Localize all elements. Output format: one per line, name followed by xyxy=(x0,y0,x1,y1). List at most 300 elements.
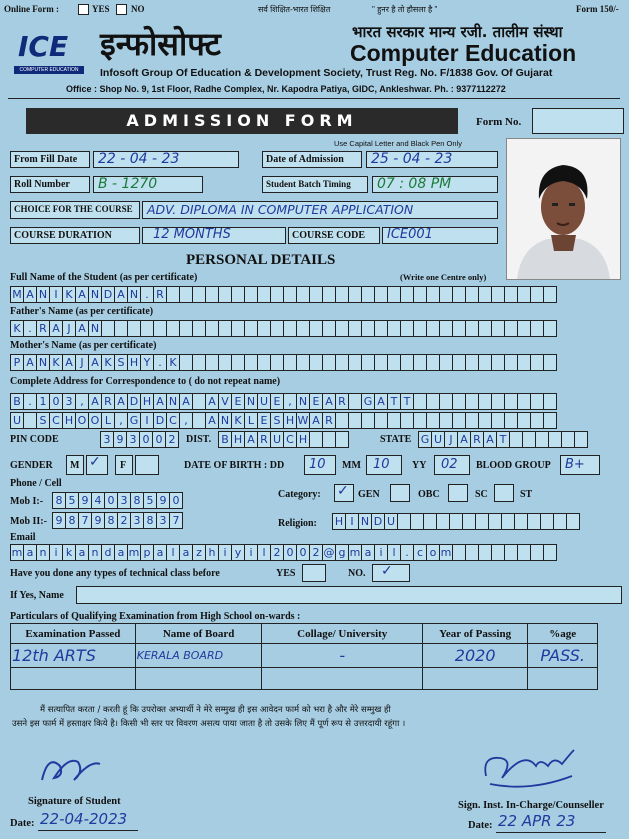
mob1-grid[interactable] xyxy=(52,492,182,509)
char-cell xyxy=(561,431,575,448)
char-cell: 9 xyxy=(78,492,92,509)
char-cell xyxy=(244,354,258,371)
centre-note: (Write one Centre only) xyxy=(400,272,487,282)
char-cell: 7 xyxy=(169,512,183,529)
char-cell xyxy=(504,412,518,429)
society-line: Infosoft Group Of Education & Development Society, Trust Reg. No. F/1838 Gov. Of Gujarat xyxy=(100,67,553,79)
char-cell: U xyxy=(384,513,398,530)
father-name-label: Father's Name (as per certificate) xyxy=(10,306,154,317)
char-cell xyxy=(527,513,541,530)
col-university: Collage/ University xyxy=(262,624,423,644)
char-cell: y xyxy=(231,544,245,561)
batch-timing-value: 07 : 08 PM xyxy=(377,176,452,192)
char-cell xyxy=(309,431,323,448)
char-cell xyxy=(322,431,336,448)
roll-number-field[interactable] xyxy=(93,176,203,193)
counsellor-signature xyxy=(480,746,580,794)
char-cell: 2 xyxy=(270,544,284,561)
row-percentage[interactable]: PASS. xyxy=(528,644,598,668)
char-cell: N xyxy=(244,393,258,410)
dob-mm-field[interactable] xyxy=(366,455,402,475)
char-cell: Y xyxy=(140,354,154,371)
char-cell: U xyxy=(10,412,24,429)
blood-group-field[interactable] xyxy=(560,455,600,475)
char-cell: I xyxy=(345,513,359,530)
char-cell: A xyxy=(374,393,388,410)
char-cell: A xyxy=(244,431,258,448)
char-cell: A xyxy=(114,393,128,410)
office-address: Office : Shop No. 9, 1st Floor, Radhe Complex, Nr. Kapodra Patiya, GIDC, Ankleshwar. Ph. : 9377112272 xyxy=(66,84,506,94)
char-cell xyxy=(475,513,489,530)
email-grid[interactable] xyxy=(10,544,556,561)
from-fill-date-label: From Fill Date xyxy=(14,154,78,165)
gender-f-box xyxy=(115,455,133,475)
char-cell xyxy=(548,431,562,448)
char-cell xyxy=(543,286,557,303)
char-cell: i xyxy=(244,544,258,561)
char-cell xyxy=(517,544,531,561)
date-of-admission-label: Date of Admission xyxy=(266,154,344,165)
col-year: Year of Passing xyxy=(422,624,527,644)
char-cell: 4 xyxy=(91,492,105,509)
char-cell xyxy=(426,393,440,410)
online-yes-checkbox[interactable] xyxy=(78,4,89,15)
char-cell: l xyxy=(387,544,401,561)
gender-f-label: F xyxy=(120,460,127,471)
char-cell xyxy=(322,286,336,303)
course-duration-value: 12 MONTHS xyxy=(153,227,231,242)
char-cell: 3 xyxy=(100,431,114,448)
mob2-grid[interactable] xyxy=(52,512,182,529)
email-label: Email xyxy=(10,532,36,543)
char-cell xyxy=(574,431,588,448)
char-cell: C xyxy=(166,412,180,429)
char-cell: B xyxy=(218,431,232,448)
student-signature-label: Signature of Student xyxy=(28,796,121,807)
gender-f-checkbox[interactable] xyxy=(135,455,159,475)
father-name-grid[interactable] xyxy=(10,320,556,337)
char-cell xyxy=(361,412,375,429)
char-cell: A xyxy=(23,354,37,371)
phone-label: Phone / Cell xyxy=(10,478,62,489)
course-code-field[interactable] xyxy=(382,227,498,244)
char-cell xyxy=(543,354,557,371)
hindi-tagline-left: सर्व शिक्षित-भारत शिक्षित xyxy=(258,5,331,14)
char-cell xyxy=(465,393,479,410)
col-board: Name of Board xyxy=(135,624,262,644)
student-signature xyxy=(38,750,108,790)
roll-number-value: B - 1270 xyxy=(98,176,158,192)
char-cell: I xyxy=(140,412,154,429)
char-cell xyxy=(257,286,271,303)
char-cell xyxy=(509,431,523,448)
char-cell xyxy=(514,513,528,530)
course-choice-label: CHOICE FOR THE COURSE xyxy=(14,204,133,214)
row-university[interactable]: - xyxy=(262,644,423,668)
technical-yes-checkbox[interactable] xyxy=(302,564,326,582)
char-cell: N xyxy=(296,393,310,410)
religion-label: Religion: xyxy=(278,518,317,529)
date-of-admission-field[interactable] xyxy=(366,151,498,168)
char-cell: A xyxy=(62,354,76,371)
char-cell: C xyxy=(283,431,297,448)
char-cell xyxy=(465,544,479,561)
gov-recognition-hindi: भारत सरकार मान्य रजी. तालीम संस्था xyxy=(352,23,563,41)
mob2-label: Mob II:- xyxy=(10,516,47,527)
char-cell xyxy=(205,286,219,303)
char-cell xyxy=(231,354,245,371)
char-cell xyxy=(504,393,518,410)
char-cell: A xyxy=(322,393,336,410)
char-cell: U xyxy=(257,393,271,410)
char-cell: . xyxy=(23,320,37,337)
char-cell xyxy=(426,412,440,429)
char-cell: K xyxy=(101,354,115,371)
logo-text: ICE xyxy=(18,30,69,63)
char-cell: S xyxy=(270,412,284,429)
char-cell: . xyxy=(23,393,37,410)
dob-dd-field[interactable] xyxy=(304,455,336,475)
char-cell xyxy=(543,412,557,429)
char-cell: 0 xyxy=(169,492,183,509)
char-cell xyxy=(426,320,440,337)
state-label: STATE xyxy=(380,434,412,445)
pin-code-label: PIN CODE xyxy=(10,434,59,445)
char-cell: 8 xyxy=(143,512,157,529)
char-cell xyxy=(530,354,544,371)
char-cell xyxy=(504,286,518,303)
course-duration-field[interactable] xyxy=(142,227,286,244)
char-cell: O xyxy=(75,412,89,429)
char-cell xyxy=(491,286,505,303)
col-percentage: %age xyxy=(528,624,598,644)
char-cell: J xyxy=(62,320,76,337)
char-cell xyxy=(530,412,544,429)
address-line1-grid[interactable] xyxy=(10,393,556,410)
char-cell: 5 xyxy=(143,492,157,509)
char-cell: A xyxy=(205,412,219,429)
char-cell xyxy=(387,286,401,303)
char-cell: D xyxy=(371,513,385,530)
char-cell xyxy=(501,513,515,530)
char-cell: m xyxy=(349,546,361,559)
char-cell: 8 xyxy=(104,512,118,529)
char-cell xyxy=(478,354,492,371)
full-name-grid[interactable] xyxy=(10,286,556,303)
char-cell: N xyxy=(218,412,232,429)
char-cell xyxy=(465,320,479,337)
char-cell xyxy=(488,513,502,530)
char-cell: l xyxy=(166,544,180,561)
char-cell: a xyxy=(361,544,375,561)
char-cell xyxy=(439,412,453,429)
personal-details-heading: PERSONAL DETAILS xyxy=(186,252,336,268)
char-cell: H xyxy=(296,431,310,448)
batch-timing-label-box xyxy=(262,176,368,193)
course-choice-label-box xyxy=(10,201,140,219)
char-cell xyxy=(101,320,115,337)
dob-dd-value: 10 xyxy=(309,457,326,472)
form-fee: Form 150/- xyxy=(576,4,619,14)
char-cell xyxy=(439,320,453,337)
address-line2-grid[interactable] xyxy=(10,412,556,429)
char-cell xyxy=(309,286,323,303)
char-cell xyxy=(322,354,336,371)
char-cell: , xyxy=(75,393,89,410)
char-cell xyxy=(426,354,440,371)
char-cell xyxy=(348,393,362,410)
religion-grid[interactable] xyxy=(332,513,579,530)
char-cell xyxy=(361,286,375,303)
char-cell: K xyxy=(62,286,76,303)
counsellor-signature-label: Sign. Inst. In-Charge/Counseller xyxy=(458,800,604,811)
dob-yy-value: 02 xyxy=(441,457,458,472)
char-cell: A xyxy=(23,286,37,303)
pin-code-grid[interactable] xyxy=(100,431,178,448)
char-cell: g xyxy=(335,544,349,561)
from-fill-date-field[interactable] xyxy=(93,151,239,168)
char-cell xyxy=(478,286,492,303)
char-cell xyxy=(192,286,206,303)
char-cell xyxy=(231,320,245,337)
char-cell: 3 xyxy=(156,512,170,529)
header-divider xyxy=(8,98,620,99)
char-cell: W xyxy=(297,414,309,427)
char-cell xyxy=(504,320,518,337)
char-cell: H xyxy=(231,431,245,448)
char-cell xyxy=(114,320,128,337)
char-cell xyxy=(543,544,557,561)
state-grid[interactable] xyxy=(418,431,587,448)
char-cell: N xyxy=(358,513,372,530)
char-cell: R xyxy=(470,431,484,448)
char-cell xyxy=(452,393,466,410)
row-year[interactable]: 2020 xyxy=(422,644,527,668)
technical-class-label: Have you done any types of technical class before xyxy=(10,568,220,579)
char-cell: c xyxy=(413,544,427,561)
char-cell: H xyxy=(62,412,76,429)
char-cell xyxy=(491,320,505,337)
district-label: DIST. xyxy=(186,434,212,445)
form-no-label: Form No. xyxy=(476,116,522,128)
char-cell: h xyxy=(205,544,219,561)
char-cell: P xyxy=(10,354,24,371)
gender-m-checkbox[interactable]: ✓ xyxy=(86,455,108,475)
char-cell xyxy=(335,354,349,371)
char-cell xyxy=(436,513,450,530)
char-cell: A xyxy=(153,393,167,410)
char-cell xyxy=(374,354,388,371)
char-cell xyxy=(522,431,536,448)
char-cell xyxy=(127,320,141,337)
char-cell: i xyxy=(49,544,63,561)
char-cell: a xyxy=(153,544,167,561)
mob1-label: Mob I:- xyxy=(10,496,44,507)
char-cell: 0 xyxy=(139,431,153,448)
char-cell: 9 xyxy=(91,512,105,529)
category-sc-checkbox[interactable] xyxy=(494,484,514,502)
char-cell: A xyxy=(75,320,89,337)
ice-logo xyxy=(14,30,84,74)
char-cell xyxy=(452,544,466,561)
char-cell xyxy=(478,412,492,429)
category-gen-label: GEN xyxy=(358,489,380,500)
char-cell xyxy=(465,354,479,371)
char-cell: 0 xyxy=(49,393,63,410)
char-cell: N xyxy=(88,320,102,337)
char-cell xyxy=(400,286,414,303)
char-cell: G xyxy=(418,431,432,448)
char-cell xyxy=(439,393,453,410)
char-cell xyxy=(517,320,531,337)
char-cell xyxy=(465,286,479,303)
char-cell: K xyxy=(231,412,245,429)
col-exam-passed: Examination Passed xyxy=(11,624,136,644)
row-board[interactable]: KERALA BOARD xyxy=(135,644,262,668)
online-no-checkbox[interactable] xyxy=(116,4,127,15)
char-cell xyxy=(426,286,440,303)
char-cell: 3 xyxy=(62,393,76,410)
roll-number-label-box xyxy=(10,176,90,193)
blood-group-value: B+ xyxy=(565,457,585,472)
technical-no-checkbox[interactable]: ✓ xyxy=(372,564,410,582)
dob-mm-value: 10 xyxy=(373,457,390,472)
online-form-label: Online Form : xyxy=(4,4,59,14)
char-cell xyxy=(543,393,557,410)
char-cell xyxy=(192,354,206,371)
mother-name-label: Mother's Name (as per certificate) xyxy=(10,340,157,351)
char-cell xyxy=(478,393,492,410)
char-cell: N xyxy=(36,354,50,371)
batch-timing-field[interactable] xyxy=(372,176,498,193)
char-cell: 2 xyxy=(165,431,179,448)
char-cell xyxy=(335,286,349,303)
category-gen-checkbox[interactable]: ✓ xyxy=(334,484,354,502)
char-cell: I xyxy=(49,286,63,303)
char-cell: N xyxy=(166,393,180,410)
char-cell xyxy=(413,320,427,337)
char-cell: A xyxy=(75,286,89,303)
category-obc-checkbox[interactable] xyxy=(448,484,468,502)
online-no-label: NO xyxy=(131,4,145,14)
char-cell xyxy=(335,431,349,448)
char-cell: m xyxy=(128,546,140,559)
form-title: ADMISSION FORM xyxy=(26,108,458,134)
if-yes-name-field[interactable] xyxy=(76,586,622,604)
char-cell: A xyxy=(88,354,102,371)
char-cell xyxy=(452,412,466,429)
char-cell: S xyxy=(114,354,128,371)
brand-english: Computer Education xyxy=(350,40,577,66)
char-cell: K xyxy=(10,320,24,337)
course-choice-field[interactable] xyxy=(142,201,498,219)
course-choice-value: ADV. DIPLOMA IN COMPUTER APPLICATION xyxy=(147,202,414,217)
char-cell xyxy=(283,354,297,371)
char-cell: 8 xyxy=(52,492,66,509)
char-cell xyxy=(309,320,323,337)
char-cell xyxy=(296,286,310,303)
char-cell xyxy=(452,320,466,337)
char-cell xyxy=(257,320,271,337)
category-label: Category: xyxy=(278,489,321,500)
char-cell xyxy=(322,320,336,337)
char-cell xyxy=(205,320,219,337)
char-cell: a xyxy=(179,544,193,561)
char-cell xyxy=(504,544,518,561)
char-cell xyxy=(179,286,193,303)
char-cell: d xyxy=(101,544,115,561)
char-cell xyxy=(530,286,544,303)
char-cell xyxy=(218,354,232,371)
char-cell xyxy=(413,412,427,429)
char-cell xyxy=(244,286,258,303)
yy-label: YY xyxy=(412,460,427,471)
char-cell xyxy=(257,354,271,371)
char-cell: M xyxy=(10,286,24,303)
course-duration-label-box xyxy=(10,227,140,244)
char-cell: K xyxy=(166,354,180,371)
char-cell: G xyxy=(361,393,375,410)
char-cell: 7 xyxy=(78,512,92,529)
char-cell: 3 xyxy=(117,492,131,509)
char-cell xyxy=(410,513,424,530)
char-cell: H xyxy=(332,513,346,530)
char-cell xyxy=(218,320,232,337)
char-cell xyxy=(270,286,284,303)
district-grid[interactable] xyxy=(218,431,348,448)
student-date-value: 22-04-2023 xyxy=(40,810,128,828)
char-cell: D xyxy=(127,393,141,410)
char-cell: 0 xyxy=(283,544,297,561)
char-cell: . xyxy=(400,544,414,561)
char-cell xyxy=(530,544,544,561)
roll-number-label: Roll Number xyxy=(14,179,70,190)
char-cell: m xyxy=(440,546,452,559)
char-cell: i xyxy=(218,544,232,561)
char-cell xyxy=(374,320,388,337)
dob-yy-field[interactable] xyxy=(434,455,470,475)
char-cell xyxy=(179,354,193,371)
char-cell: D xyxy=(101,286,115,303)
char-cell: 0 xyxy=(296,544,310,561)
char-cell: H xyxy=(283,412,297,429)
mother-name-grid[interactable] xyxy=(10,354,556,371)
char-cell: l xyxy=(257,544,271,561)
char-cell: , xyxy=(179,412,193,429)
category-obc-checkbox-1[interactable] xyxy=(390,484,410,502)
char-cell xyxy=(452,354,466,371)
char-cell xyxy=(231,286,245,303)
course-code-label-box xyxy=(288,227,380,244)
char-cell xyxy=(166,320,180,337)
date-of-admission-value: 25 - 04 - 23 xyxy=(371,151,453,167)
batch-timing-label: Student Batch Timing xyxy=(266,179,351,189)
char-cell xyxy=(244,320,258,337)
date-of-admission-label-box xyxy=(262,151,362,168)
form-no-field[interactable] xyxy=(532,108,624,134)
declaration-line1: मैं सत्यापित करता / करती हूं कि उपरोक्त अभ्यार्थी ने मेरे सम्मुख ही इस आवेदन फार्म को भरा है और मेरे सम्मुख ही xyxy=(40,705,391,715)
brand-hindi: इन्फोसोफ्ट xyxy=(100,25,221,63)
char-cell: i xyxy=(374,544,388,561)
char-cell: n xyxy=(88,544,102,561)
char-cell xyxy=(439,286,453,303)
row-exam-passed[interactable]: 12th ARTS xyxy=(11,644,136,668)
char-cell: 3 xyxy=(126,431,140,448)
char-cell xyxy=(205,354,219,371)
char-cell xyxy=(530,320,544,337)
char-cell xyxy=(449,513,463,530)
char-cell: a xyxy=(114,544,128,561)
